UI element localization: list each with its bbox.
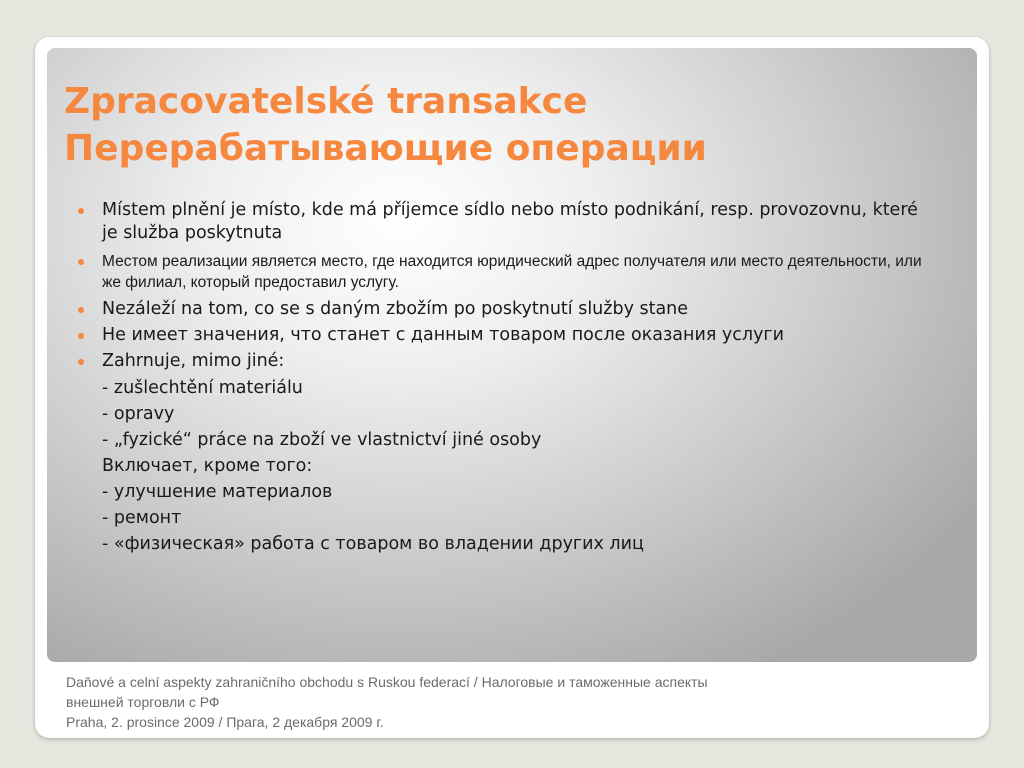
sub-line: - улучшение материалов (102, 482, 333, 502)
sub-line: - «физическая» работа с товаром во владении других лиц (102, 534, 644, 554)
bullet-item (78, 298, 938, 321)
footer-line: Praha, 2. prosince 2009 / Прага, 2 декабря 2009 г. (66, 714, 384, 730)
sub-line: Включает, кроме того: (102, 456, 313, 476)
sub-line: - opravy (102, 404, 175, 424)
sub-line: - ремонт (102, 508, 182, 528)
bullet-text: Nezáleží na tom, co se s daným zbožím po poskytnutí služby stane (102, 299, 689, 319)
bullet-item (78, 251, 938, 293)
slide-body (78, 199, 938, 557)
bullet-item (78, 199, 938, 245)
bullet-dot-icon (78, 259, 84, 265)
bullet-text: Не имеет значения, что станет с данным товаром после оказания услуги (102, 325, 785, 345)
footer-line: внешней торговли с РФ (66, 694, 220, 710)
sub-line: - zušlechtění materiálu (102, 378, 303, 398)
bullet-dot-icon (78, 307, 84, 313)
footer-line: Daňové a celní aspekty zahraničního obchodu s Ruskou federací / Налоговые и таможенные аспекты (66, 674, 708, 690)
slide-title-line-russian: Перерабатывающие операции (64, 128, 707, 169)
slide-title-line-czech: Zpracovatelské transakce (64, 81, 588, 122)
bullet-dot-icon (78, 359, 84, 365)
slide-title (64, 78, 944, 172)
bullet-item (78, 350, 938, 373)
sub-line: - „fyzické“ práce na zboží ve vlastnictví jiné osoby (102, 430, 542, 450)
bullet-item (78, 324, 938, 347)
bullet-dot-icon (78, 208, 84, 214)
slide-footer (66, 672, 946, 732)
bullet-text: Местом реализации является место, где находится юридический адрес получателя или место деятельности, или же филиал, который предоставил услугу. (102, 253, 922, 291)
bullet-text: Místem plnění je místo, kde má příjemce sídlo nebo místo podnikání, resp. provozovnu, které je služba poskytnuta (102, 200, 918, 243)
bullet-text: Zahrnuje, mimo jiné: (102, 351, 285, 371)
bullet-dot-icon (78, 333, 84, 339)
